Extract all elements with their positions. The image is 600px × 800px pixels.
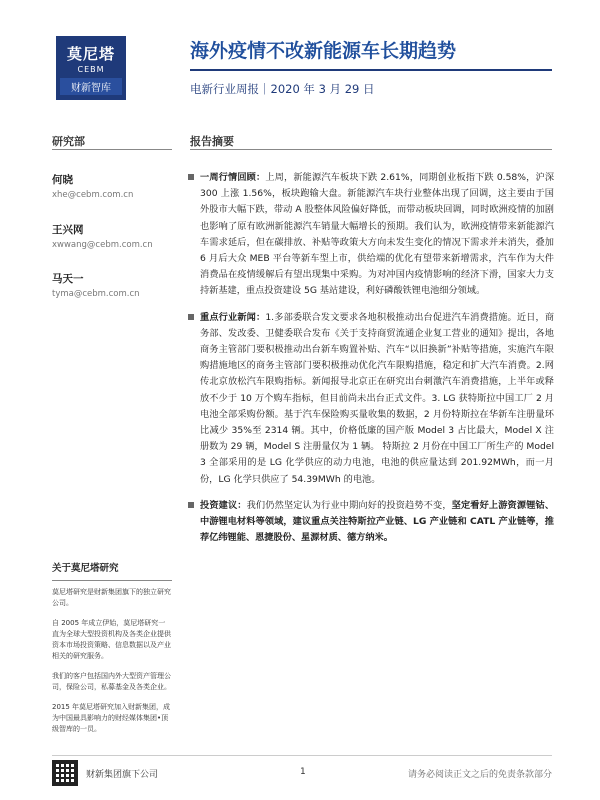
title-divider (190, 69, 552, 71)
paragraph-lead: 投资建议： (200, 499, 247, 511)
analyst-name: 何晓 (52, 174, 73, 186)
summary-paragraph-industry-news (188, 310, 554, 488)
analyst-name: 马天一 (52, 273, 84, 285)
summary-content (188, 170, 554, 556)
analyst-card (52, 271, 140, 299)
analyst-email[interactable]: tyma@cebm.com.cn (52, 289, 140, 299)
analyst-card (52, 172, 133, 200)
footer-divider (52, 755, 552, 756)
about-divider (52, 580, 172, 581)
footer-disclaimer: 请务必阅读正文之后的免责条款部分 (407, 770, 552, 780)
paragraph-text: 1.多部委联合发文要求各地积极推动出台促进汽车消费措施。近日，商务部、发改委、卫健委联合发布《关于支持商贸流通企业复工营业的通知》提出，各地商务主管部门要积极推动出台新车购置补贴、汽车“以旧换新”补贴等措施，实施汽车限购措施地区的商务主管部门要积极推动优化汽车限购措施，稳定和扩大汽车消费。2.网传北京放松汽车限购指标。新闻报导北京正在研究出台刺激汽车消费措施，上半年或释放不少于 10 万个购车指标，但目前尚未出台正式文件。3. LG 获特斯拉中国工厂 2 月电池全部采购份额。基于汽车保险购买量收集的数据，2 月份特斯拉在华新车注册量环比减少 35%至 2314 辆。其中，价格低廉的国产版 Model 3 占比最大，Model X 注册数为 29 辆，Model S 注册量仅为 1 辆。 特斯拉 2 月份在中国工厂所生产的 Model 3 全部采用的是 LG 化学供应的动力电池，电池的供应量达到 201.92MWh，而一月份，LG 化学只供应了 54.39MWh 的电池。 (200, 311, 555, 485)
about-paragraph: 我们的客户包括国内外大型资产管理公司，保险公司，私募基金及各类企业。 (52, 672, 171, 691)
qr-code-icon (52, 760, 78, 786)
sidebar-divider (52, 149, 172, 150)
analyst-email[interactable]: xhe@cebm.com.cn (52, 190, 134, 200)
report-subtitle: 电新行业周报｜2020 年 3 月 29 日 (190, 82, 375, 96)
square-bullet-icon (188, 502, 194, 508)
about-section (52, 560, 172, 744)
page-number: 1 (300, 767, 306, 777)
summary-paragraph-investment-advice (188, 498, 554, 547)
about-paragraph: 自 2005 年成立伊始，莫尼塔研究一直为全球大型投资机构及各类企业提供资本市场投资策略、信息数据以及产业相关的研究服务。 (52, 619, 171, 660)
summary-divider (190, 149, 552, 150)
footer-company: 财新集团旗下公司 (86, 770, 159, 780)
paragraph-text: 上周，新能源汽车板块下跌 2.61%，同期创业板指下跌 0.58%，沪深 300 上涨 1.56%，板块跑输大盘。新能源汽车块行业整体出现了回调，这主要由于国外股市大幅下跌，带动 A 股整体风险偏好降低，而带动板块回调，同时欧洲疫情的加剧也影响了原有欧洲新能源汽车销量大幅增长的预期。我们认为，欧洲疫情带来新能源汽车需求延后，但在碳排放、补贴等政策大方向未发生变化的情况下需求并未消失，叠加 6 月后大众 MEB 平台等新车型上市，供给端的优化有望带来新增需求，汽车作为大件消费品在疫情缓解后有望出现集中采购。为对冲国内疫情影响的经济下滑，国家大力支持新基建，重点投资建设 5G 基站建设，利好磷酸铁锂电池细分领域。 (200, 172, 555, 297)
about-paragraph: 莫尼塔研究是财新集团旗下的独立研究公司。 (52, 588, 171, 607)
analyst-email[interactable]: xwwang@cebm.com.cn (52, 240, 153, 250)
logo-text-en: CEBM (77, 65, 105, 74)
square-bullet-icon (188, 174, 194, 180)
paragraph-lead: 重点行业新闻： (200, 311, 266, 323)
about-heading: 关于莫尼塔研究 (52, 563, 119, 574)
paragraph-text: 我们仍然坚定认为行业中期向好的投资趋势不变， (246, 499, 452, 511)
report-title: 海外疫情不改新能源车长期趋势 (190, 40, 457, 62)
research-dept-heading: 研究部 (52, 135, 85, 148)
logo-text-cn: 莫尼塔 (66, 45, 115, 63)
company-logo (56, 36, 126, 100)
summary-paragraph-market-review (188, 170, 554, 300)
paragraph-lead: 一周行情回顾： (200, 172, 266, 183)
analyst-card (52, 222, 153, 250)
about-paragraph: 2015 年莫尼塔研究加入财新集团，成为中国最具影响力的财经媒体集团•顶级智库的一员。 (52, 703, 171, 733)
summary-heading: 报告摘要 (190, 135, 234, 148)
square-bullet-icon (188, 314, 194, 320)
analyst-name: 王兴网 (52, 224, 84, 236)
paragraph-bold-text: 坚定看好上游资源锂钴、中游锂电材料等领域，建议重点关注特斯拉产业链、LG 产业链和 CATL 产业链等，推荐亿纬锂能、恩捷股份、星源材质、德方纳米。 (200, 499, 555, 544)
logo-text-sub: 财新智库 (60, 78, 122, 95)
